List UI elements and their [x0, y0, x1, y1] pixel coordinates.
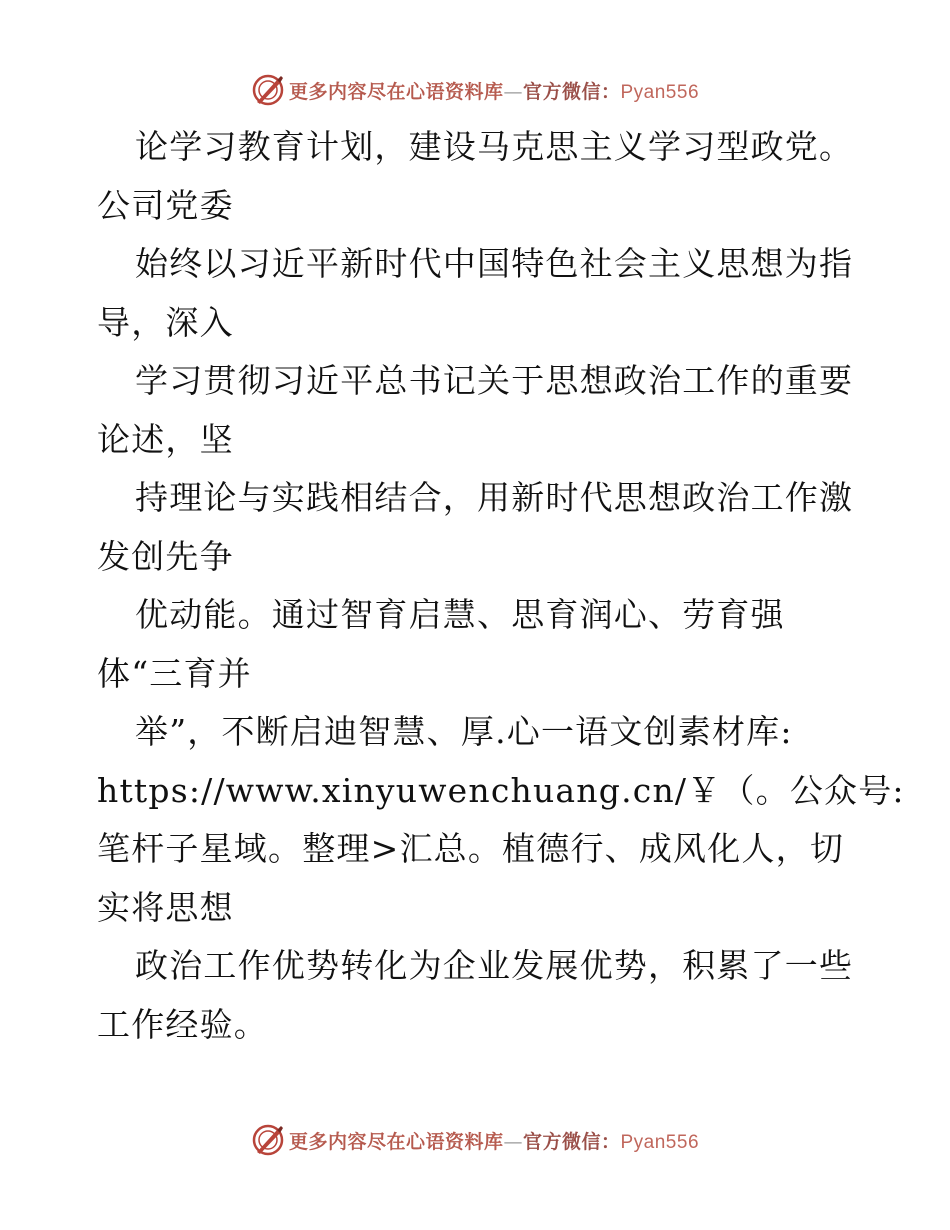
body-line: 论述，坚: [97, 419, 234, 459]
body-line: 体“三育并: [97, 653, 252, 693]
pen-logo-icon: [251, 73, 285, 107]
header-banner-text: 更多内容尽在心语资料库—官方微信：Pyan556: [288, 80, 700, 103]
body-line: https://www.xinyuwenchuang.cn/￥（。公众号:: [97, 770, 905, 810]
footer-banner: [0, 1120, 950, 1160]
body-line: 持理论与实践相结合，用新时代思想政治工作激: [135, 478, 854, 517]
body-line: 论学习教育计划，建设马克思主义学习型政党。: [135, 127, 854, 166]
body-line: 导，深入: [97, 302, 234, 342]
body-line: 笔杆子星域。整理>汇总。植德行、成风化人，切: [97, 829, 845, 868]
body-line: 工作经验。: [97, 1004, 268, 1044]
footer-banner-text: 更多内容尽在心语资料库—官方微信：Pyan556: [288, 1130, 700, 1153]
body-line: 政治工作优势转化为企业发展优势，积累了一些: [135, 946, 854, 985]
body-line: 公司党委: [97, 185, 234, 225]
body-line: 实将思想: [97, 887, 234, 927]
document-body: [97, 118, 905, 1054]
footer-wechat-id: Pyan556: [620, 1131, 700, 1153]
header-wechat-id: Pyan556: [620, 81, 700, 103]
body-line: 发创先争: [97, 536, 234, 576]
pen-logo-icon: [251, 1123, 285, 1157]
body-line: 始终以习近平新时代中国特色社会主义思想为指: [135, 244, 854, 283]
body-line: 学习贯彻习近平总书记关于思想政治工作的重要: [135, 361, 854, 400]
body-line: 优动能。通过智育启慧、思育润心、劳育强: [135, 595, 785, 634]
header-banner: [0, 70, 950, 110]
body-line: 举”，不断启迪智慧、厚.心一语文创素材库:: [135, 712, 793, 751]
